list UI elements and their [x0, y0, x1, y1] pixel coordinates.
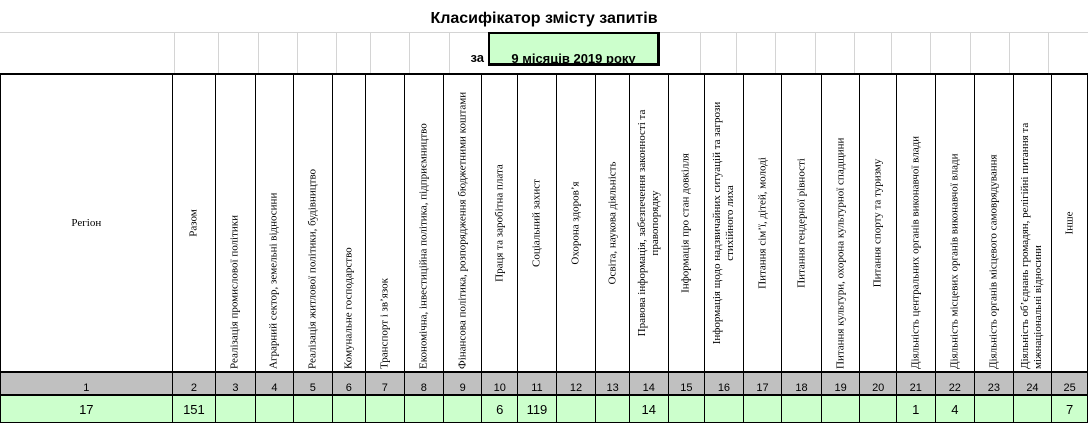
column-number-cell[interactable]: 21 [896, 372, 935, 395]
gridline [815, 32, 816, 73]
header-cell[interactable] [935, 74, 975, 372]
header-label: Комунальне господарство [342, 247, 355, 369]
column-number-cell[interactable]: 1 [1, 372, 173, 395]
header-label: Освіта, наукова діяльність [606, 161, 619, 285]
header-label: Фінансова політика, розпорядження бюджетними коштами [456, 91, 469, 369]
header-label: Аграрний сектор, земельні відносини [267, 192, 280, 369]
header-cell[interactable] [216, 74, 255, 372]
header-label: Діяльність місцевих органів виконавчої влади [948, 153, 961, 369]
header-cell[interactable] [975, 74, 1014, 372]
data-cell[interactable] [1013, 395, 1052, 423]
column-number-cell[interactable]: 4 [255, 372, 293, 395]
header-label: Правова інформація, забезпечення законності та правопорядку [635, 109, 661, 337]
column-number-cell[interactable]: 15 [668, 372, 705, 395]
gridline [409, 32, 410, 73]
header-cell[interactable] [404, 74, 443, 372]
header-label: Діяльність органів місцевого самоврядування [987, 154, 1000, 369]
gridline [891, 32, 892, 73]
column-number-cell[interactable]: 13 [596, 372, 630, 395]
header-cell[interactable] [860, 74, 897, 372]
header-label: Інформація щодо надзвичайних ситуацій та загрози стихійного лиха [710, 101, 736, 345]
column-number-cell[interactable]: 20 [860, 372, 897, 395]
period-value: 9 місяців 2019 року [511, 51, 636, 66]
header-cell[interactable] [1013, 74, 1052, 372]
gridline [174, 32, 175, 73]
header-label: Питання культури, охорона культурної спадщини [834, 137, 847, 369]
gridline [854, 32, 855, 73]
data-cell[interactable]: 1 [896, 395, 935, 423]
column-number-cell[interactable]: 2 [172, 372, 216, 395]
data-cell[interactable] [404, 395, 443, 423]
period-label: за [470, 50, 484, 65]
column-number-cell[interactable]: 8 [404, 372, 443, 395]
data-cell[interactable]: 119 [518, 395, 557, 423]
gridline [336, 32, 337, 73]
gridline [370, 32, 371, 73]
header-label: Питання гендерної рівності [795, 158, 808, 288]
header-label: Питання спорту та туризму [871, 158, 884, 288]
header-cell[interactable] [366, 74, 404, 372]
header-cell[interactable] [596, 74, 630, 372]
data-cell[interactable] [705, 395, 744, 423]
column-number-cell[interactable]: 24 [1013, 372, 1052, 395]
data-cell[interactable]: 4 [935, 395, 975, 423]
column-number-cell[interactable]: 10 [482, 372, 518, 395]
header-label: Реалізація житлової політики, будівництво [306, 168, 319, 369]
column-number-cell[interactable]: 6 [332, 372, 366, 395]
gridline [218, 32, 219, 73]
header-row [1, 74, 1088, 372]
column-number-cell[interactable]: 5 [294, 372, 332, 395]
data-cell[interactable] [444, 395, 482, 423]
header-cell[interactable] [896, 74, 935, 372]
header-label: Разом [187, 209, 200, 237]
report-title: Класифікатор змісту запитів [430, 10, 658, 27]
data-cell[interactable] [332, 395, 366, 423]
gridline [775, 32, 776, 73]
data-cell[interactable] [556, 395, 596, 423]
header-label: Соціальний захист [530, 179, 543, 267]
data-cell[interactable] [975, 395, 1014, 423]
gridline [736, 32, 737, 73]
data-cell[interactable]: 14 [629, 395, 668, 423]
data-cell[interactable] [596, 395, 630, 423]
data-cell[interactable] [216, 395, 255, 423]
gridline [297, 32, 298, 73]
data-cell[interactable]: 7 [1052, 395, 1088, 423]
header-cell[interactable] [255, 74, 293, 372]
header-cell[interactable] [172, 74, 216, 372]
column-number-row [1, 372, 1088, 395]
header-cell[interactable] [821, 74, 860, 372]
column-number-cell[interactable]: 22 [935, 372, 975, 395]
header-cell[interactable] [482, 74, 518, 372]
column-number-cell[interactable]: 7 [366, 372, 404, 395]
column-number-cell[interactable]: 11 [518, 372, 557, 395]
header-label: Економічна, інвестиційна політика, підприємництво [417, 123, 430, 369]
column-number-cell[interactable]: 12 [556, 372, 596, 395]
header-label: Інше [1063, 211, 1076, 235]
data-cell[interactable]: 151 [172, 395, 216, 423]
column-number-cell[interactable]: 3 [216, 372, 255, 395]
column-number-cell[interactable]: 14 [629, 372, 668, 395]
column-number-cell[interactable]: 17 [743, 372, 782, 395]
header-label: Питання сім’ї, дітей, молоді [756, 157, 768, 289]
data-cell[interactable] [255, 395, 293, 423]
header-cell[interactable] [332, 74, 366, 372]
data-row [1, 395, 1088, 423]
period-cell[interactable] [488, 32, 660, 66]
header-label: Регіон [71, 217, 102, 229]
data-cell[interactable]: 17 [1, 395, 173, 423]
header-label: Діяльність центральних органів виконавчої влади [909, 135, 922, 369]
gridline [970, 32, 971, 73]
header-cell-region[interactable] [1, 74, 173, 372]
header-label: Інформація про стан довкілля [679, 153, 692, 293]
column-number-cell[interactable]: 25 [1052, 372, 1088, 395]
header-cell[interactable] [444, 74, 482, 372]
header-cell[interactable] [1052, 74, 1088, 372]
column-number-cell[interactable]: 9 [444, 372, 482, 395]
data-cell[interactable] [860, 395, 897, 423]
header-cell[interactable] [294, 74, 332, 372]
header-cell[interactable] [556, 74, 596, 372]
gridline [1009, 32, 1010, 73]
header-cell[interactable] [705, 74, 744, 372]
gridline [258, 32, 259, 73]
column-number-cell[interactable]: 18 [782, 372, 822, 395]
data-cell[interactable] [366, 395, 404, 423]
header-cell[interactable] [518, 74, 557, 372]
gridline [700, 32, 701, 73]
header-label: Охорона здоров’я [569, 181, 582, 265]
data-cell[interactable]: 6 [482, 395, 518, 423]
gridline [1048, 32, 1049, 73]
column-number-cell[interactable]: 19 [821, 372, 860, 395]
header-label: Праця та заробітна плата [493, 164, 506, 282]
header-label: Діяльність об’єднань громадян, релігійні питання та міжнаціональні відносини [1019, 122, 1045, 369]
classifier-table [0, 73, 1088, 423]
column-number-cell[interactable]: 16 [705, 372, 744, 395]
data-cell[interactable] [743, 395, 782, 423]
data-cell[interactable] [668, 395, 705, 423]
header-cell[interactable] [743, 74, 782, 372]
header-label: Реалізація промислової політики [228, 214, 241, 369]
header-cell[interactable] [782, 74, 822, 372]
header-label: Транспорт і зв’язок [378, 278, 391, 369]
header-cell[interactable] [629, 74, 668, 372]
header-cell[interactable] [668, 74, 705, 372]
data-cell[interactable] [821, 395, 860, 423]
column-number-cell[interactable]: 23 [975, 372, 1014, 395]
data-cell[interactable] [294, 395, 332, 423]
data-cell[interactable] [782, 395, 822, 423]
gridline [930, 32, 931, 73]
